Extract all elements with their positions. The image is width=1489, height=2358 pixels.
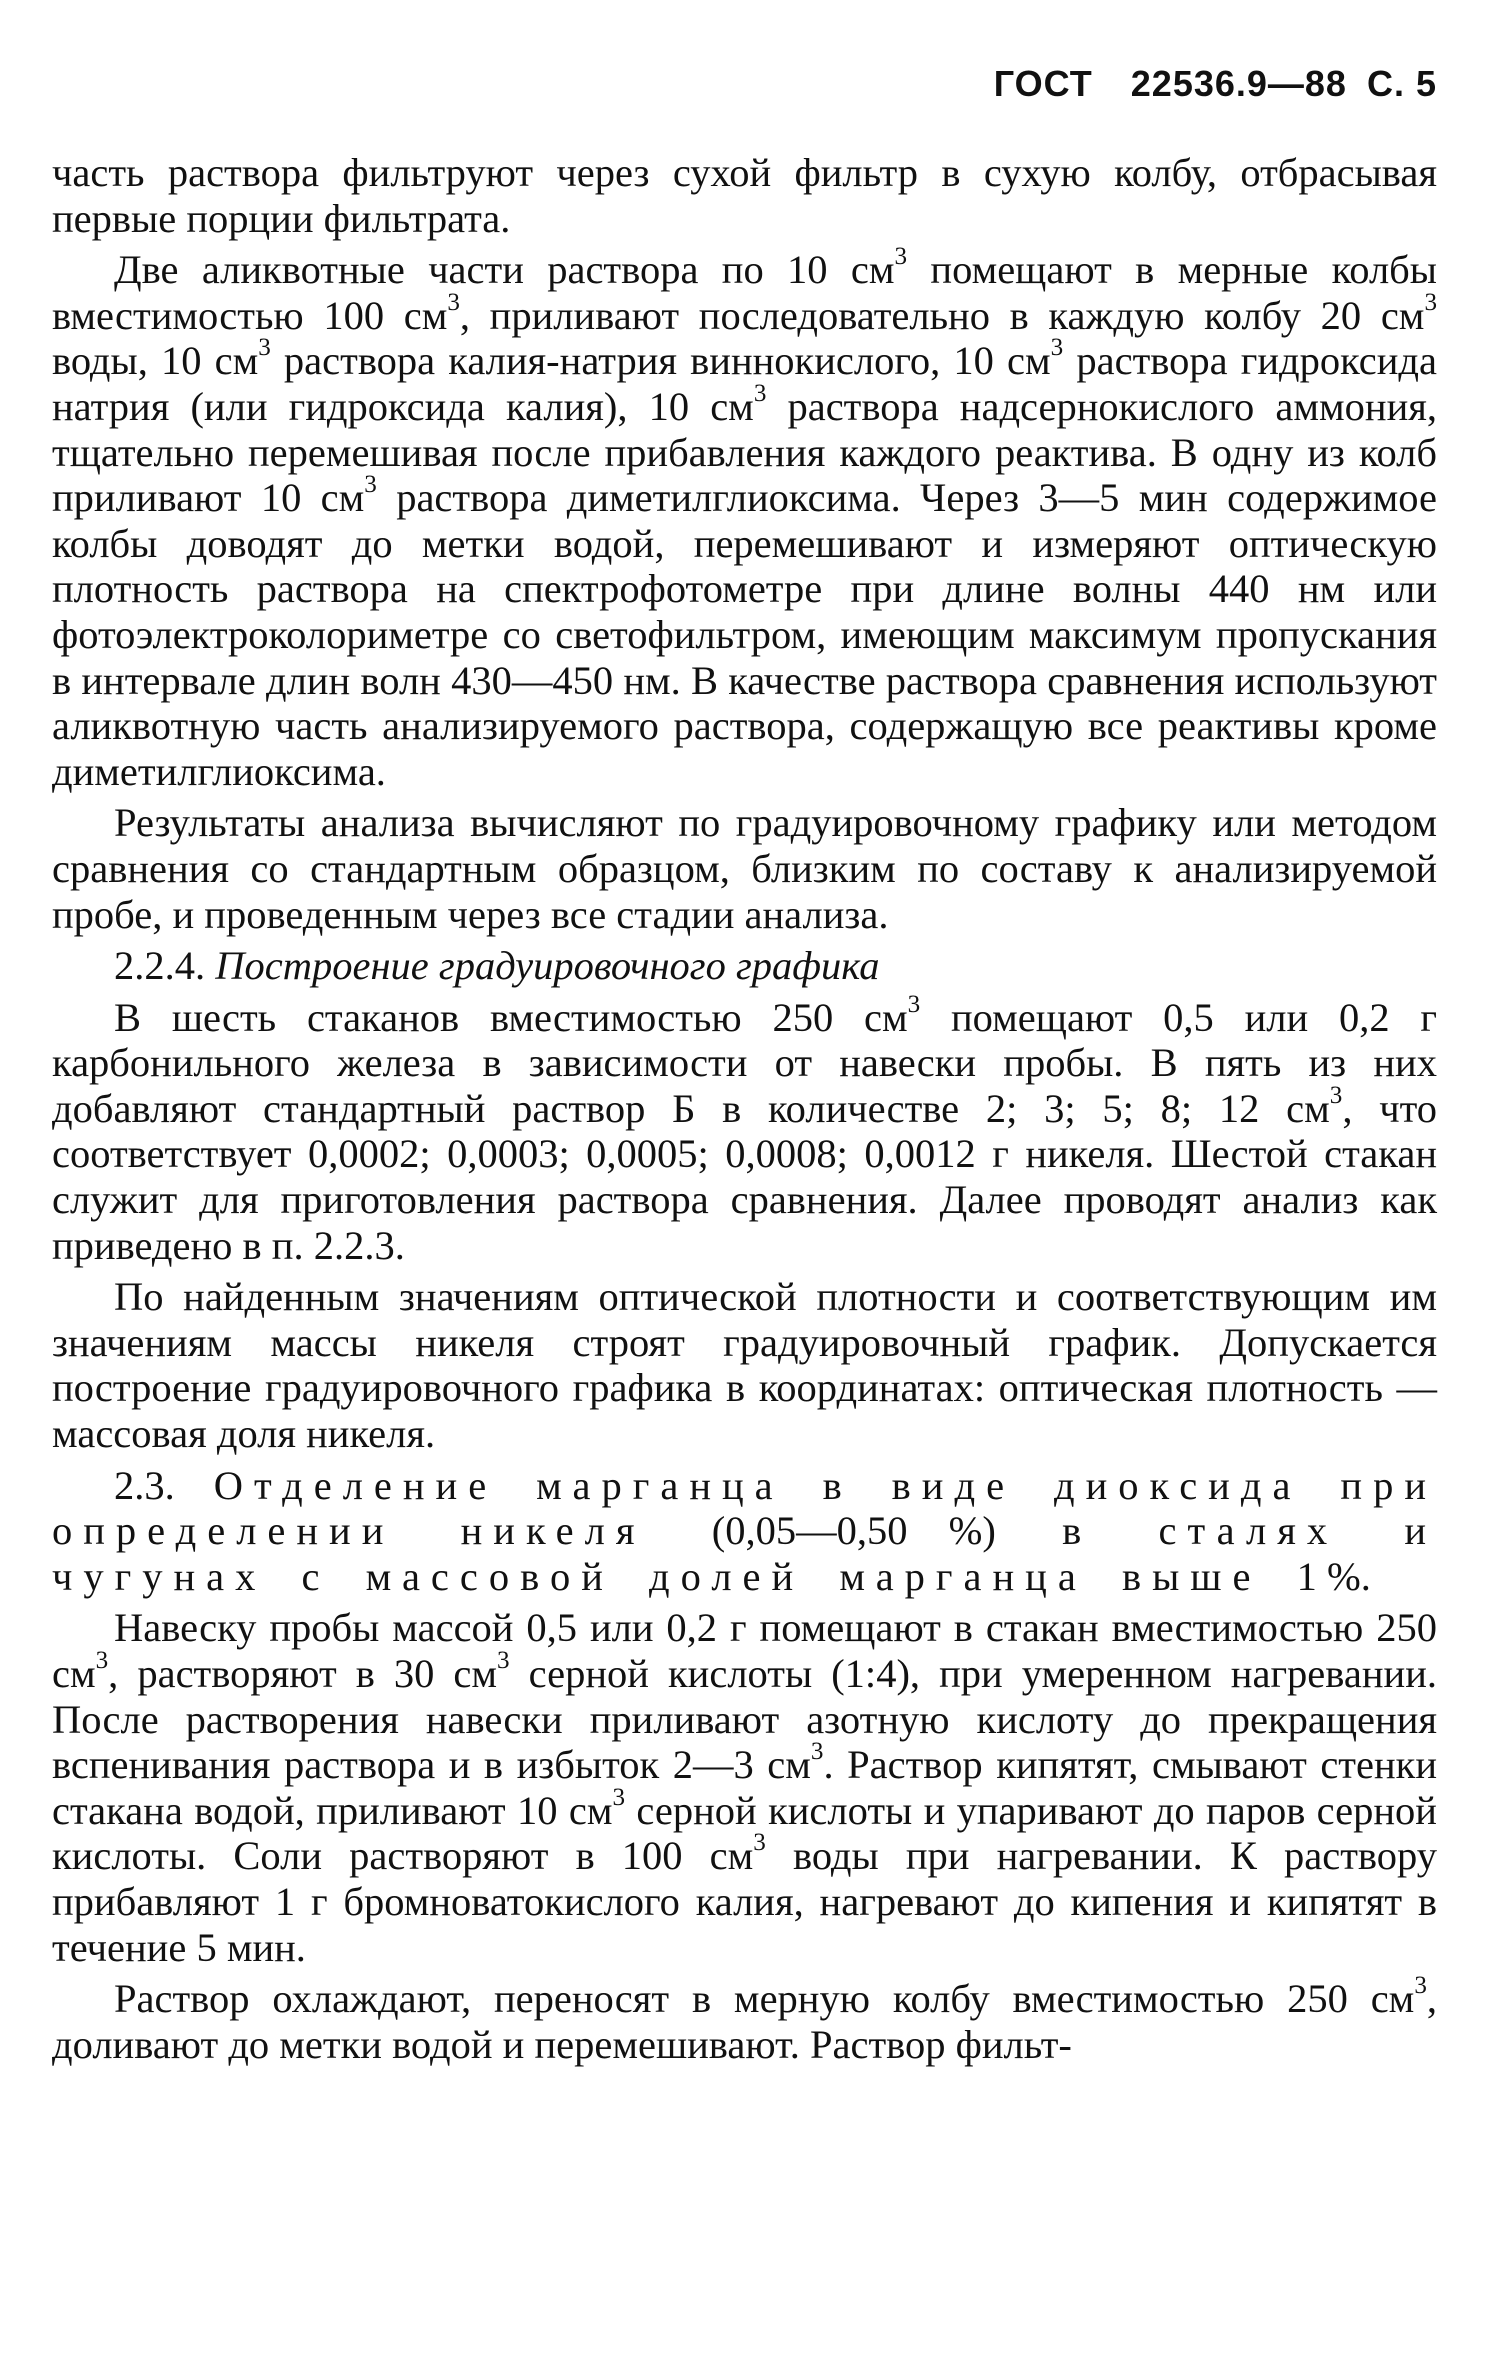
superscript: 3	[1424, 288, 1437, 316]
text-run: раствора гидроксида натрия (или гидроксида калия), 10 см	[52, 338, 1438, 429]
text-run: В шесть стаканов вместимостью 250 см	[114, 994, 908, 1040]
text-run: , приливают последовательно в каждую колбу 20 см	[459, 292, 1425, 338]
paragraph-calibration	[52, 990, 1437, 1269]
text-run: . Раствор кипятят, смывают стенки стакана водой, приливают 10 см	[52, 1742, 1437, 1833]
superscript: 3	[364, 471, 377, 499]
standard-number: 22536.9—88	[1130, 63, 1347, 104]
text-run: , что соответствует 0,0002; 0,0003; 0,0005; 0,0008; 0,0012 г никеля. Шестой стакан служит для приготовления раствора сравнения. Далее проводят анализ как приведено в п. 2.2.3.	[52, 1085, 1437, 1268]
section-title-spaced: Отделение марганца в виде диоксида при определении никеля	[52, 1462, 1437, 1554]
section-title-spaced: в сталях и чугунах с массовой долей марганца выше	[52, 1508, 1437, 1599]
paragraph-cooling	[52, 1972, 1437, 2067]
document-body	[52, 150, 1437, 2073]
superscript: 3	[95, 1647, 109, 1675]
text-run: раствора надсернокислого аммония, тщательно перемешивая после прибавления каждого реактива. В одну из колб приливают 10 см	[52, 383, 1437, 521]
superscript: 3	[753, 1829, 766, 1857]
superscript: 3	[810, 1738, 824, 1766]
paragraph-calibration-graph	[52, 1274, 1437, 1456]
section-number: 2.3.	[114, 1462, 175, 1508]
text-run: Результаты анализа вычисляют по градуировочному графику или методом сравнения со стандартным образцом, близким по составу к анализируемой пробе, и проведенным через все стадии анализа.	[52, 800, 1437, 937]
text-run: раствора диметилглиоксима. Через 3—5 мин содержимое колбы доводят до метки водой, перемешивают и измеряют оптическую плотность раствора на спектрофотометре при длине волны 440 нм или фотоэлектроколориметре со светофильтром, имеющим максимум пропускания в интервале длин волн 430—450 нм. В качестве раствора сравнения используют аликвотную часть анализируемого раствора, содержащую все реактивы кроме диметилглиоксима.	[52, 475, 1437, 794]
text-run: Раствор охлаждают, переносят в мерную колбу вместимостью 250 см	[114, 1976, 1415, 2022]
text-run: , растворяют в 30 см	[108, 1651, 498, 1696]
section-heading-2-2-4	[52, 943, 1437, 989]
text-run: Навеску пробы массой 0,5 или 0,2 г помещают в стакан вместимостью 250 см	[52, 1605, 1437, 1696]
section-title: Построение градуировочного графика	[215, 943, 880, 989]
superscript: 3	[907, 990, 921, 1018]
text-run: помещают 0,5 или 0,2 г карбонильного железа в зависимости от навески пробы. В пять из них добавляют стандартный раствор Б в количестве 2; 3; 5; 8; 12 см	[52, 994, 1437, 1131]
text-run: серной кислоты и упаривают до паров серной кислоты. Соли растворяют в 100 см	[52, 1787, 1437, 1879]
superscript: 3	[447, 288, 460, 316]
superscript: 3	[894, 243, 908, 271]
section-title-range: (0,05—0,50 %)	[711, 1508, 996, 1554]
text-run: серной кислоты (1:4), при умеренном нагревании. После растворения навески приливают азотную кислоту до прекращения вспенивания раствора и в избыток 2—3 см	[52, 1651, 1437, 1788]
superscript: 3	[258, 334, 271, 362]
text-run: раствора калия-натрия виннокислого, 10 см	[270, 338, 1051, 384]
paragraph-sample-dissolution	[52, 1605, 1437, 1970]
page-header	[52, 62, 1437, 105]
paragraph-continuation	[52, 150, 1437, 241]
superscript: 3	[1050, 334, 1064, 362]
text-run: , доливают до метки водой и перемешивают. Раствор фильт-	[52, 1976, 1437, 2067]
text-run: воды, 10 см	[52, 338, 259, 384]
paragraph-aliquot-procedure	[52, 243, 1438, 794]
superscript: 3	[753, 380, 767, 408]
text-run: воды при нагревании. К раствору прибавляют 1 г бромноватокислого калия, нагревают до кипения и кипятят в течение 5 мин.	[52, 1833, 1437, 1970]
superscript: 3	[1414, 1972, 1427, 2000]
standard-label: ГОСТ	[993, 63, 1093, 104]
section-title-percent: 1 %.	[1296, 1553, 1371, 1599]
superscript: 3	[1329, 1082, 1343, 1110]
text-run: Две аликвотные части раствора по 10 см	[114, 247, 895, 293]
text-run: По найденным значениям оптической плотности и соответствующим им значениям массы никеля строят градуировочный график. Допускается построение градуировочного графика в координатах: оптическая плотность — массовая доля никеля.	[52, 1274, 1437, 1457]
text-run: помещают в мерные колбы вместимостью 100 см	[52, 247, 1437, 338]
superscript: 3	[497, 1647, 510, 1675]
superscript: 3	[612, 1783, 626, 1811]
page-number: С. 5	[1366, 63, 1437, 104]
section-number: 2.2.4.	[114, 943, 206, 989]
paragraph-results	[52, 800, 1437, 937]
text-run: часть раствора фильтруют через сухой фильтр в сухую колбу, отбрасывая первые порции фильтрата.	[52, 150, 1437, 241]
section-heading-2-3	[52, 1463, 1437, 1600]
